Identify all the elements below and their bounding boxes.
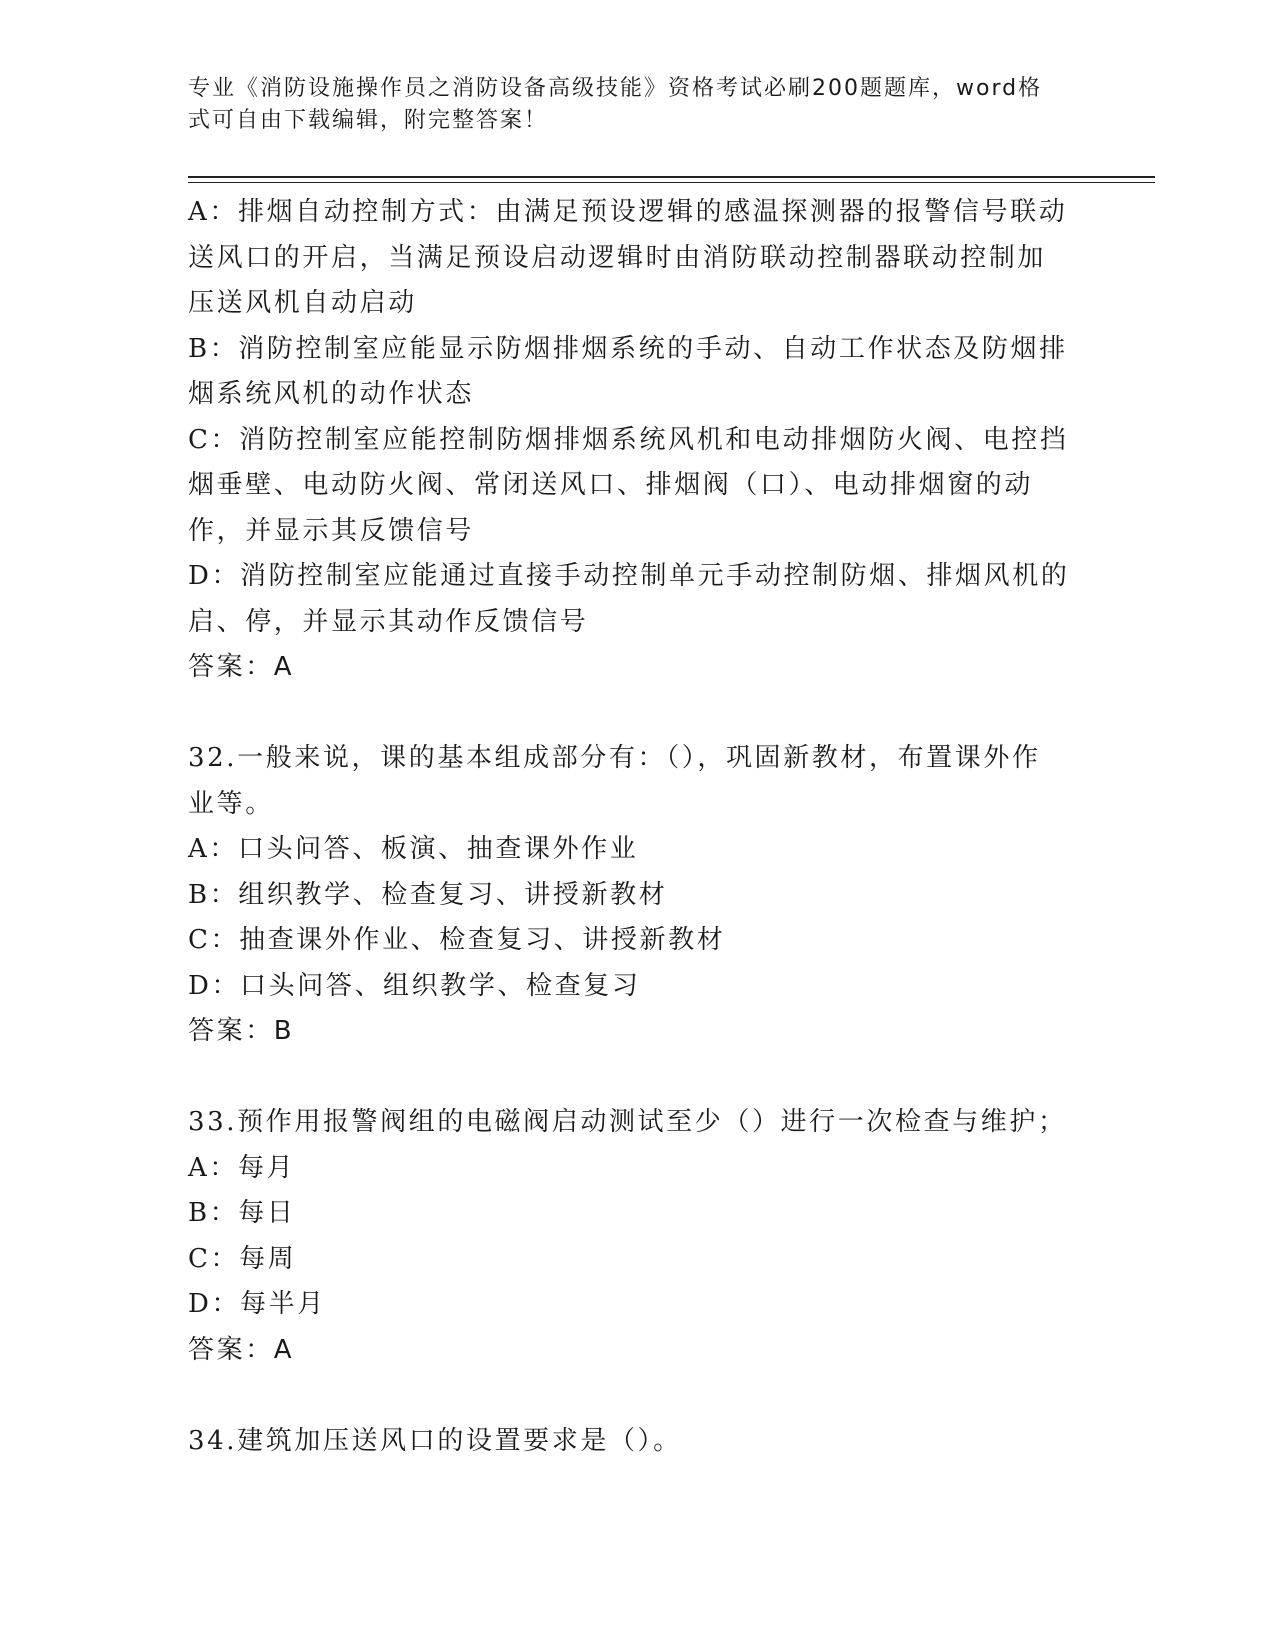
- q33-option-b: B：每日: [188, 1198, 296, 1228]
- q31-option-a-line-3: 压送风机自动启动: [188, 288, 417, 318]
- q31-option-c-line-1: C：消防控制室应能控制防烟排烟系统风机和电动排烟防火阀、电控挡: [188, 424, 1069, 455]
- q32-option-b: B：组织教学、检查复习、讲授新教材: [188, 879, 668, 910]
- spacer: [188, 691, 1088, 737]
- q34-question: 34.建筑加压送风口的设置要求是（）。: [188, 1425, 682, 1456]
- q32-option-c: C：抽查课外作业、检查复习、讲授新教材: [188, 925, 726, 955]
- q31-option-c-line-3: 作，并显示其反馈信号: [188, 515, 475, 546]
- q31-option-d-line-1: D：消防控制室应能通过直接手动控制单元手动控制防烟、排烟风机的: [188, 561, 1070, 591]
- q32-option-a: A：口头问答、板演、抽查课外作业: [188, 834, 639, 864]
- spacer: [188, 1373, 1088, 1419]
- header-line-1: 专业《消防设施操作员之消防设备高级技能》资格考试必刷200题题库，word格: [188, 76, 1043, 101]
- spacer: [188, 1055, 1088, 1101]
- q31-option-c-line-2: 烟垂壁、电动防火阀、常闭送风口、排烟阀（口）、电动排烟窗的动: [188, 470, 1034, 500]
- q31-option-b-line-1: B：消防控制室应能显示防烟排烟系统的手动、自动工作状态及防烟排: [188, 333, 1068, 364]
- header-line-2: 式可自由下载编辑，附完整答案！: [188, 108, 549, 133]
- q32-answer: 答案：B: [188, 1016, 295, 1046]
- q31-option-a-line-1: A：排烟自动控制方式：由满足预设逻辑的感温探测器的报警信号联动: [188, 197, 1068, 227]
- q33-answer: 答案：A: [188, 1334, 295, 1365]
- q32-question-line-1: 32.一般来说，课的基本组成部分有：（），巩固新教材，布置课外作: [188, 743, 1041, 773]
- q32-question-line-2: 业等。: [188, 788, 274, 819]
- document-header: [188, 73, 1088, 137]
- q31-answer: 答案：A: [188, 652, 295, 682]
- q33-option-d: D：每半月: [188, 1289, 326, 1319]
- q31-option-a-line-2: 送风口的开启，当满足预设启动逻辑时由消防联动控制器联动控制加: [188, 242, 1047, 273]
- q33-option-c: C：每周: [188, 1243, 297, 1274]
- q32-option-d: D：口头问答、组织教学、检查复习: [188, 970, 641, 1001]
- q33-question: 33.预作用报警阀组的电磁阀启动测试至少（）进行一次检查与维护；: [188, 1107, 1067, 1137]
- header-rule-thin: [188, 182, 1155, 183]
- q33-option-a: A：每月: [188, 1152, 296, 1183]
- header-rule-thick: [188, 176, 1155, 178]
- q31-option-d-line-2: 启、停，并显示其动作反馈信号: [188, 606, 589, 637]
- question-content: [188, 190, 1088, 1464]
- q31-option-b-line-2: 烟系统风机的动作状态: [188, 379, 475, 409]
